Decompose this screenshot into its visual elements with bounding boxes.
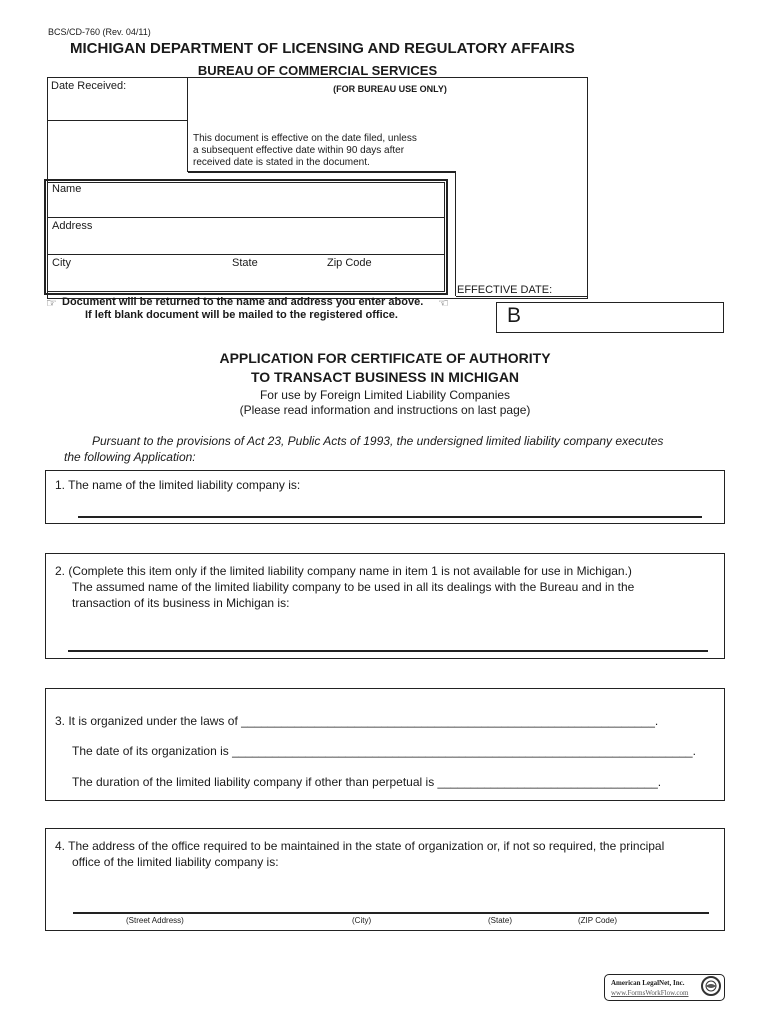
- divider: [187, 77, 188, 172]
- item2-line1: 2. (Complete this item only if the limited liability company name in item 1 is not available for use in Michigan.): [55, 564, 632, 578]
- item3-jurisdiction: 3. It is organized under the laws of ______________________________________________________________.: [55, 714, 659, 728]
- divider: [47, 120, 188, 121]
- effective-note: This document is effective on the date filed, unless a subsequent effective date within 90 days after received date is stated in the document.: [193, 133, 417, 168]
- divider: [455, 171, 456, 296]
- company-name-field[interactable]: [78, 498, 702, 516]
- item1-underline: [78, 516, 702, 518]
- form-subtitle2: (Please read information and instructions on last page): [239, 403, 531, 417]
- form-title-line2: TO TRANSACT BUSINESS IN MICHIGAN: [250, 369, 520, 385]
- city-label: City: [52, 257, 71, 269]
- item2-underline: [68, 650, 708, 652]
- zip-label-item4: (ZIP Code): [578, 916, 617, 925]
- footer-url[interactable]: www.FormsWorkFlow.com: [611, 989, 689, 997]
- address-label: Address: [52, 220, 93, 232]
- date-received-label: Date Received:: [51, 80, 127, 92]
- effective-date-label: EFFECTIVE DATE:: [457, 284, 553, 296]
- item4-line1: 4. The address of the office required to be maintained in the state of organization or, if not so required, the principal: [55, 839, 665, 853]
- assumed-name-field[interactable]: [70, 630, 709, 648]
- duration-field[interactable]: [445, 771, 684, 787]
- item4-underline: [73, 912, 709, 914]
- state-label: State: [232, 257, 258, 269]
- street-address-label: (Street Address): [126, 916, 184, 925]
- address-field[interactable]: [100, 232, 434, 252]
- item2-line2: The assumed name of the limited liability company to be used in all its dealings with the Bureau and in the: [72, 580, 635, 594]
- divider: [456, 296, 587, 297]
- zip-label: Zip Code: [327, 257, 372, 269]
- item3-duration: The duration of the limited liability company if other than perpetual is _________________________________.: [72, 775, 662, 789]
- bureau-use-only: (FOR BUREAU USE ONLY): [333, 84, 447, 94]
- bureau-title: BUREAU OF COMMERCIAL SERVICES: [197, 63, 438, 78]
- department-title: MICHIGAN DEPARTMENT OF LICENSING AND REGULATORY AFFAIRS: [70, 40, 575, 57]
- document-type-box: [496, 302, 724, 333]
- principal-office-field[interactable]: [75, 894, 709, 912]
- state-label-item4: (State): [488, 916, 513, 925]
- organization-date-field[interactable]: [230, 740, 679, 756]
- return-note-line1: Document will be returned to the name and address you enter above.: [62, 296, 424, 308]
- return-note-line2: If left blank document will be mailed to the registered office.: [85, 309, 398, 321]
- globe-logo-icon: [701, 976, 721, 996]
- city-label-item4: (City): [352, 916, 372, 925]
- item2-line3: transaction of its business in Michigan is:: [72, 596, 290, 610]
- form-id: BCS/CD-760 (Rev. 04/11): [48, 27, 151, 37]
- divider: [47, 254, 445, 255]
- document-type-letter: B: [507, 304, 522, 327]
- intro-line1: Pursuant to the provisions of Act 23, Public Acts of 1993, the undersigned limited liability company executes: [92, 434, 664, 448]
- hand-pointer-icon: ☞: [438, 296, 449, 310]
- name-field[interactable]: [100, 194, 434, 214]
- form-subtitle1: For use by Foreign Limited Liability Companies: [259, 388, 511, 402]
- divider: [188, 171, 455, 173]
- item3-organization-date: The date of its organization is _____________________________________________________________________.: [72, 744, 696, 758]
- item4-line2: office of the limited liability company is:: [72, 855, 279, 869]
- jurisdiction-field[interactable]: [245, 710, 679, 726]
- form-title-line1: APPLICATION FOR CERTIFICATE OF AUTHORITY: [219, 350, 551, 366]
- hand-pointer-icon: ☞: [46, 296, 57, 310]
- divider: [47, 217, 445, 218]
- name-label: Name: [52, 183, 82, 195]
- intro-line2: the following Application:: [64, 450, 196, 464]
- item1-label: 1. The name of the limited liability company is:: [55, 478, 301, 492]
- footer-company: American LegalNet, Inc.: [611, 979, 685, 987]
